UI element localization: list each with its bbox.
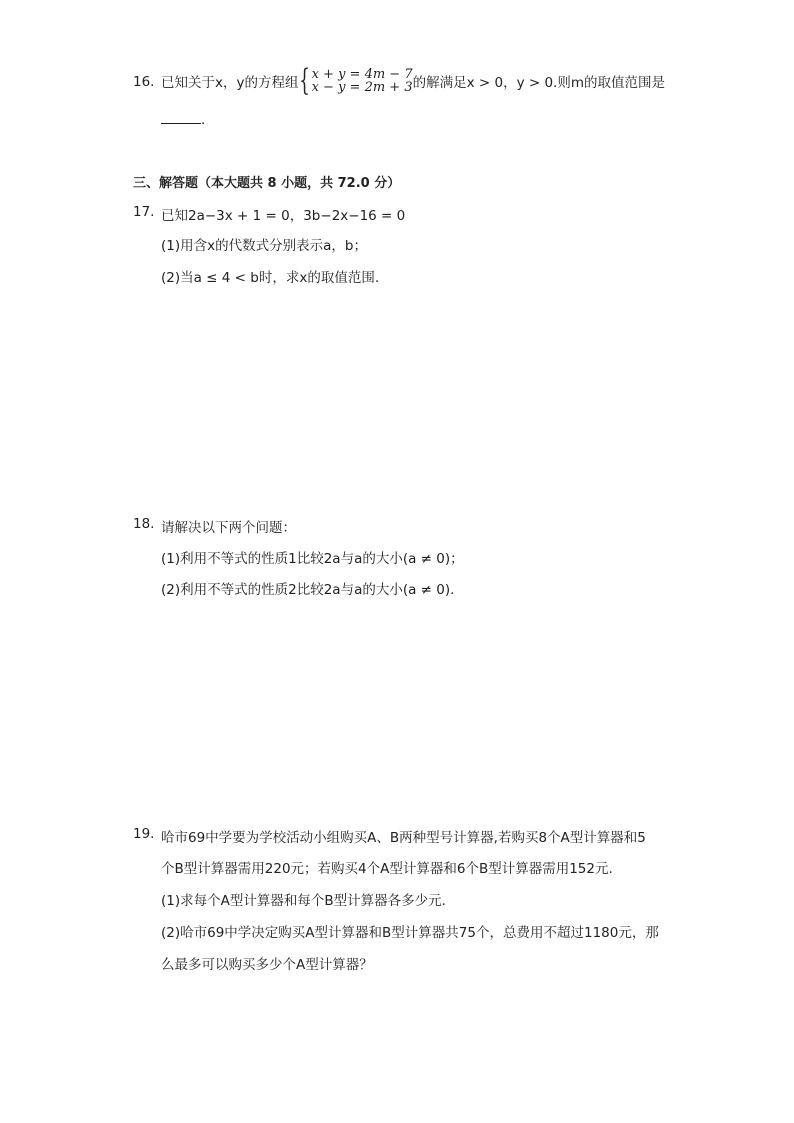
q18-part2: (2)利用不等式的性质2比较2a与a的大小(a ≠ 0). — [161, 582, 455, 598]
section-title: 三、解答题（本大题共 8 小题，共 72.0 分） — [133, 176, 401, 191]
q19-part2-line1: (2)哈市69中学决定购买A型计算器和B型计算器共75个，总费用不超过1180元，那 — [161, 925, 659, 941]
q19-line2: 个B型计算器需用220元；若购买4个A型计算器和6个B型计算器需用152元. — [161, 861, 613, 877]
answer-line[interactable] — [161, 111, 201, 124]
q16-answer-blank[interactable]: . — [161, 111, 205, 128]
q16-stem — [161, 64, 665, 98]
q16-prefix: 已知关于x，y的方程组 — [161, 75, 299, 91]
q17-stem: 已知2a−3x + 1 = 0，3b−2x−16 = 0 — [161, 208, 406, 224]
equation-system — [298, 63, 413, 98]
equation-1: x + y = 4m − 7 — [311, 67, 413, 82]
brace-icon: { — [299, 63, 311, 98]
q18-number: 18. — [133, 516, 155, 532]
equation-lines — [312, 68, 413, 94]
q17-number: 17. — [133, 204, 155, 220]
q16-suffix: 的解满足x > 0，y > 0.则m的取值范围是 — [412, 75, 665, 91]
q18-stem: 请解决以下两个问题： — [161, 520, 296, 536]
q16-number: 16. — [133, 74, 155, 90]
q19-part1: (1)求每个A型计算器和每个B型计算器各多少元. — [161, 893, 446, 909]
q19-number: 19. — [133, 826, 155, 842]
q17-part2: (2)当a ≤ 4 < b时，求x的取值范围. — [161, 270, 380, 286]
q19-part2-line2: 么最多可以购买多少个A型计算器？ — [161, 957, 373, 973]
equation-2: x − y = 2m + 3 — [311, 80, 413, 95]
q18-part1: (1)利用不等式的性质1比较2a与a的大小(a ≠ 0)； — [161, 551, 464, 567]
q19-line1: 哈市69中学要为学校活动小组购买A、B两种型号计算器,若购买8个A型计算器和5 — [161, 830, 646, 846]
q17-part1: (1)用含x的代数式分别表示a，b； — [161, 238, 367, 254]
